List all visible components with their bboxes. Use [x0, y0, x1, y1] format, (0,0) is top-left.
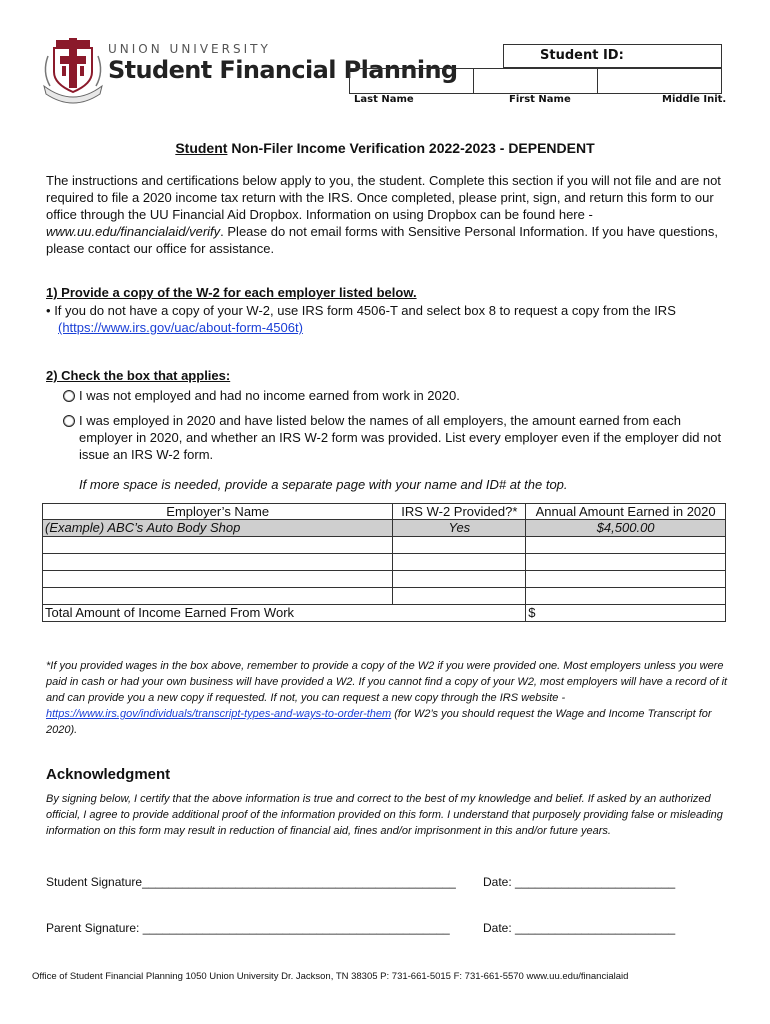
- example-row: [43, 520, 726, 537]
- option2-label: I was employed in 2020 and have listed below the names of all employers, the amount earned from each employer in 2020, and whether an IRS W-2 form was provided. List every employer even if the employer did not issue an IRS W-2 form.: [79, 413, 722, 462]
- student-id-label: Student ID:: [540, 48, 624, 63]
- bullet-text: If you do not have a copy of your W-2, use IRS form 4506-T and select box 8 to request a copy from the IRS: [54, 303, 676, 318]
- section2-heading: 2) Check the box that applies:: [46, 368, 231, 383]
- note-text-end: (for W2’s you should request the Wage and Income Transcript for 2020).: [46, 708, 712, 736]
- intro-url[interactable]: www.uu.edu/financialaid/verify: [46, 224, 221, 239]
- col-employer-name: Employer’s Name: [43, 504, 393, 520]
- middle-init-label: Middle Init.: [662, 94, 727, 105]
- table-row[interactable]: [43, 571, 726, 588]
- bullet-glyph: •: [46, 303, 51, 318]
- table-row[interactable]: [43, 554, 726, 571]
- note-text: *If you provided wages in the box above, remember to provide a copy of the W2 if you were provided one. Most employers unless you were paid in cash or had your own business will have provided a W2. If you cannot find a copy of your W2, most employers will have a record of it and can provide you a new copy if requested. If not, you can request a new copy through the IRS website -: [46, 660, 728, 704]
- space-note: If more space is needed, provide a separate page with your name and ID# at the top.: [79, 477, 568, 492]
- section1-link-row: [58, 319, 658, 336]
- example-w2: Yes: [393, 520, 526, 537]
- example-amount: $4,500.00: [526, 520, 726, 537]
- employer-table: [42, 503, 726, 622]
- last-name-field[interactable]: [350, 69, 474, 93]
- intro-paragraph: [46, 172, 736, 257]
- last-name-label: Last Name: [354, 94, 414, 105]
- acknowledgment-text: By signing below, I certify that the above information is true and correct to the best of my knowledge and belief. If asked by an authorized official, I agree to provide additional proof of the information provided on this form. I understand that purposely providing false or misleading information on this form may result in reduction of financial aid, fines and/or imprisonment in this and/or future years.: [46, 793, 723, 837]
- example-name: (Example) ABC’s Auto Body Shop: [43, 520, 393, 537]
- parent-signature-line[interactable]: Parent Signature: ______________________________________________: [46, 921, 450, 935]
- middle-init-field[interactable]: [598, 69, 721, 93]
- parent-date-line[interactable]: Date: ________________________: [483, 921, 676, 935]
- footer: Office of Student Financial Planning 1050 Union University Dr. Jackson, TN 38305 P: 731-661-5015 F: 731-661-5570 www.uu.edu/financialaid: [32, 971, 629, 982]
- table-header-row: [43, 504, 726, 520]
- option1-label: I was not employed and had no income earned from work in 2020.: [79, 388, 460, 403]
- col-w2-provided: IRS W-2 Provided?*: [393, 504, 526, 520]
- option1-radio[interactable]: [63, 390, 75, 402]
- section1-heading: 1) Provide a copy of the W-2 for each employer listed below.: [46, 285, 417, 300]
- total-amount-field[interactable]: [526, 605, 726, 622]
- university-name: UNION UNIVERSITY: [108, 42, 271, 56]
- intro-text-end: . Please do not email forms with Sensitive Personal Information. If you have questions, please contact our office for assistance.: [46, 224, 719, 256]
- page-title: [0, 140, 770, 156]
- student-signature-line[interactable]: Student Signature_______________________________________________: [46, 875, 456, 889]
- table-row[interactable]: [43, 537, 726, 554]
- student-date-line[interactable]: Date: ________________________: [483, 875, 676, 889]
- total-row: [43, 605, 726, 622]
- intro-text: The instructions and certifications below apply to you, the student. Complete this section if you will not file and are not required to file a 2020 income tax return with the IRS. Once completed, please print, sign, and return this form to our office through the UU Financial Aid Dropbox. Information on using Dropbox can be found here -: [46, 173, 721, 222]
- section1-bullet: [46, 302, 736, 319]
- irs-4506t-link[interactable]: (https://www.irs.gov/uac/about-form-4506t): [58, 320, 303, 335]
- first-name-label: First Name: [509, 94, 571, 105]
- office-name: Student Financial Planning: [108, 56, 458, 84]
- w2-note: [46, 658, 736, 738]
- total-prefix: $: [528, 605, 536, 620]
- title-underlined: Student: [175, 140, 228, 156]
- col-annual-amount: Annual Amount Earned in 2020: [526, 504, 726, 520]
- table-row[interactable]: [43, 588, 726, 605]
- total-label: Total Amount of Income Earned From Work: [43, 605, 526, 622]
- option2-radio[interactable]: [63, 415, 75, 427]
- university-logo: [40, 36, 106, 106]
- acknowledgment-heading: Acknowledgment: [46, 766, 171, 783]
- first-name-field[interactable]: [474, 69, 598, 93]
- title-rest: Non-Filer Income Verification 2022-2023 - DEPENDENT: [227, 140, 595, 156]
- irs-transcript-link[interactable]: https://www.irs.gov/individuals/transcript-types-and-ways-to-order-them: [46, 708, 392, 720]
- name-fields: [349, 68, 722, 94]
